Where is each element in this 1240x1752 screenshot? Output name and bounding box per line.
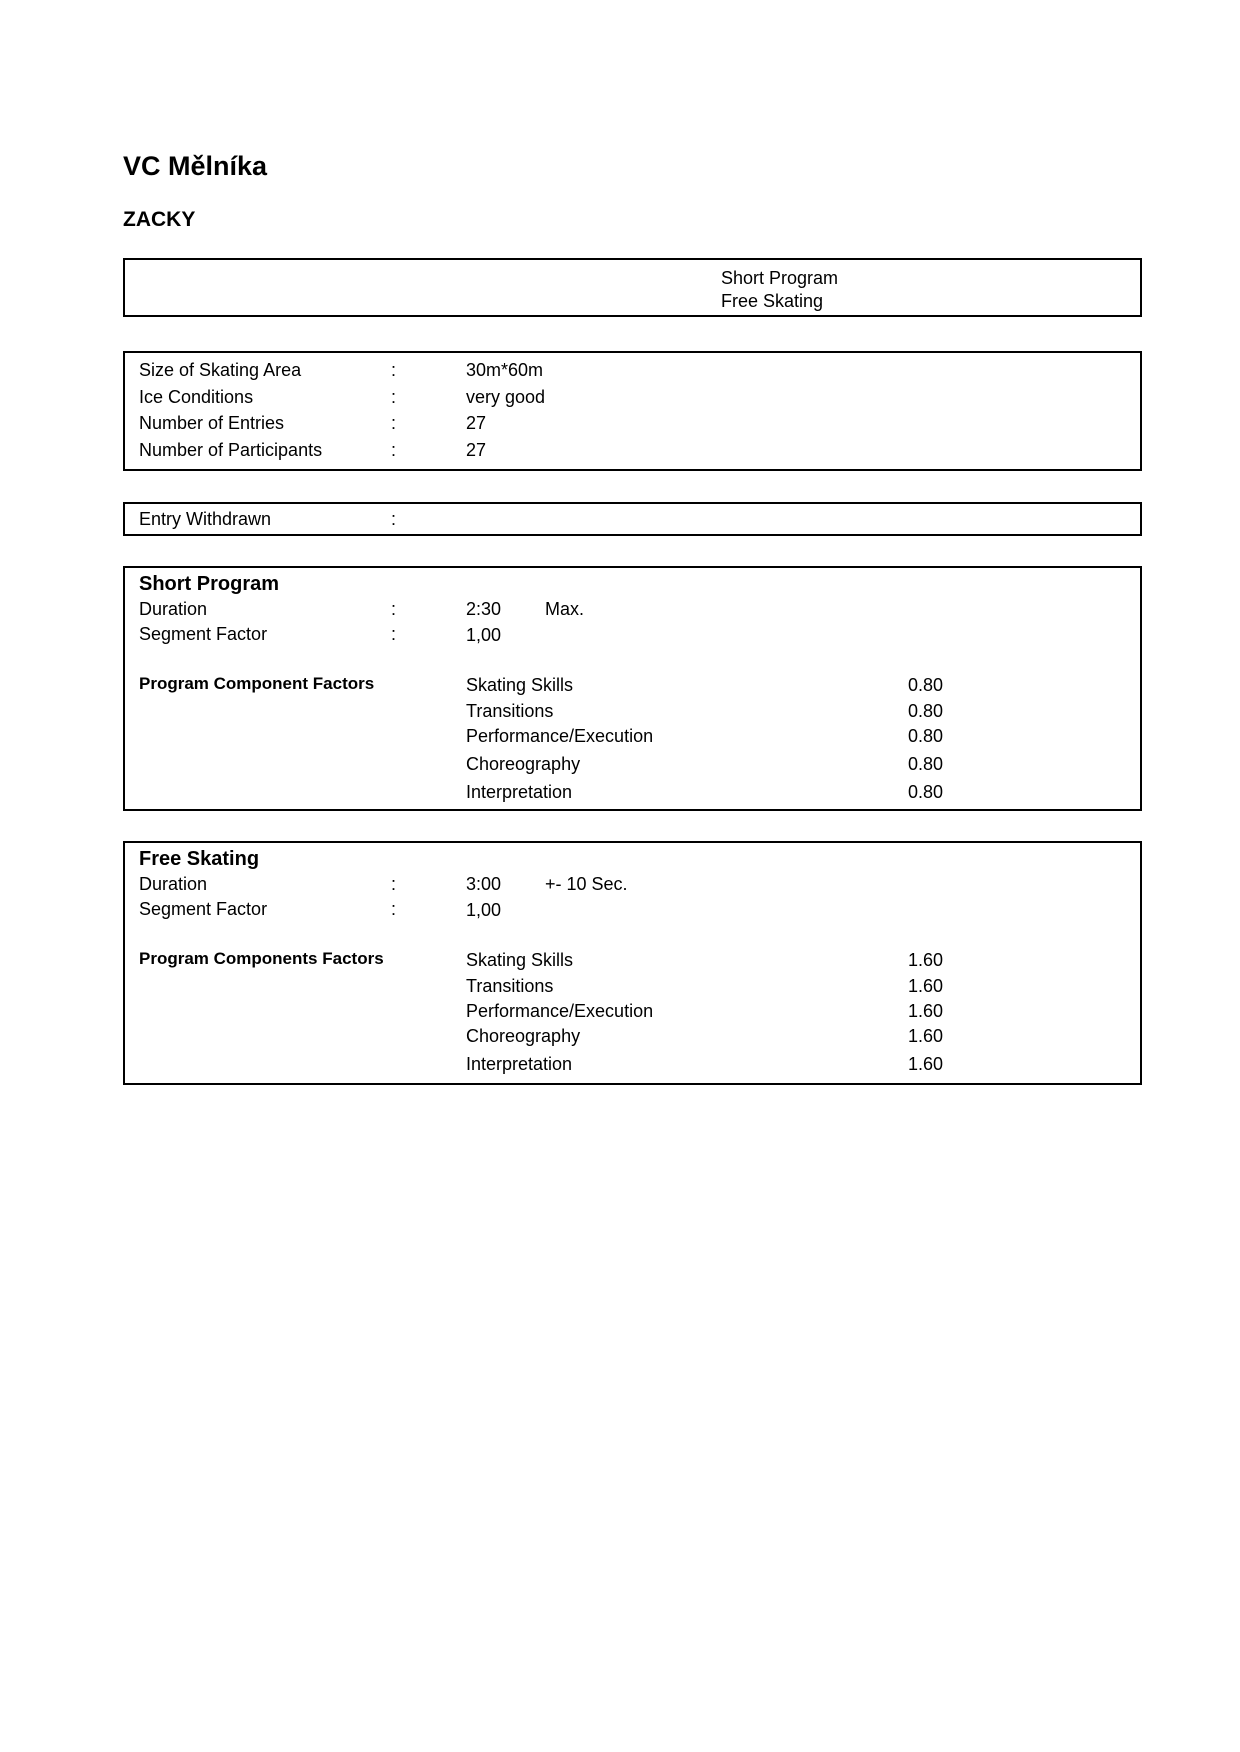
- info-separator: :: [391, 440, 397, 460]
- segments-box: [123, 258, 1142, 317]
- duration-separator: :: [391, 599, 397, 619]
- entry-withdrawn-box: [123, 502, 1142, 536]
- component-name: Transitions: [466, 701, 554, 721]
- duration-label: Duration: [139, 599, 208, 619]
- segment-factor-label: Segment Factor: [139, 624, 268, 644]
- component-factor: 0.80: [908, 782, 944, 802]
- component-factor: 0.80: [908, 754, 944, 774]
- component-name: Performance/Execution: [466, 726, 654, 746]
- segment-factor-separator: :: [391, 899, 397, 919]
- info-separator: :: [391, 413, 397, 433]
- component-name: Transitions: [466, 976, 554, 996]
- component-name: Skating Skills: [466, 950, 574, 970]
- component-factor: 1.60: [908, 950, 944, 970]
- info-value: 27: [466, 413, 487, 433]
- info-label: Ice Conditions: [139, 387, 254, 407]
- page-title: VC Mělníka: [123, 151, 268, 181]
- duration-value: 3:00: [466, 874, 502, 894]
- segment-factor-label: Segment Factor: [139, 899, 268, 919]
- component-factor: 0.80: [908, 701, 944, 721]
- competition-info-box: [123, 351, 1142, 471]
- section-heading: Free Skating: [139, 848, 260, 870]
- duration-separator: :: [391, 874, 397, 894]
- category-title: ZACKY: [123, 208, 196, 231]
- section-heading: Short Program: [139, 573, 280, 595]
- duration-value: 2:30: [466, 599, 502, 619]
- segment-factor-value: 1,00: [466, 900, 502, 920]
- components-label: Program Components Factors: [139, 949, 384, 968]
- component-factor: 1.60: [908, 1001, 944, 1021]
- components-label: Program Component Factors: [139, 674, 375, 693]
- segment-name: Free Skating: [721, 291, 824, 311]
- component-factor: 1.60: [908, 976, 944, 996]
- info-label: Number of Participants: [139, 440, 323, 460]
- segment-factor-value: 1,00: [466, 625, 502, 645]
- component-name: Choreography: [466, 754, 581, 774]
- component-factor: 0.80: [908, 675, 944, 695]
- duration-label: Duration: [139, 874, 208, 894]
- component-name: Performance/Execution: [466, 1001, 654, 1021]
- info-value: very good: [466, 387, 546, 407]
- duration-note: +- 10 Sec.: [545, 874, 628, 894]
- withdrawn-separator: :: [391, 509, 397, 529]
- component-name: Interpretation: [466, 782, 573, 802]
- info-value: 30m*60m: [466, 360, 544, 380]
- segment-name: Short Program: [721, 268, 839, 288]
- component-factor: 1.60: [908, 1026, 944, 1046]
- info-separator: :: [391, 387, 397, 407]
- info-label: Size of Skating Area: [139, 360, 302, 380]
- info-value: 27: [466, 440, 487, 460]
- free-skating-box: [123, 841, 1142, 1085]
- short-program-box: [123, 566, 1142, 811]
- duration-note: Max.: [545, 599, 585, 619]
- component-factor: 1.60: [908, 1054, 944, 1074]
- component-name: Skating Skills: [466, 675, 574, 695]
- info-separator: :: [391, 360, 397, 380]
- info-label: Number of Entries: [139, 413, 285, 433]
- component-name: Choreography: [466, 1026, 581, 1046]
- segment-factor-separator: :: [391, 624, 397, 644]
- withdrawn-label: Entry Withdrawn: [139, 509, 272, 529]
- component-name: Interpretation: [466, 1054, 573, 1074]
- component-factor: 0.80: [908, 726, 944, 746]
